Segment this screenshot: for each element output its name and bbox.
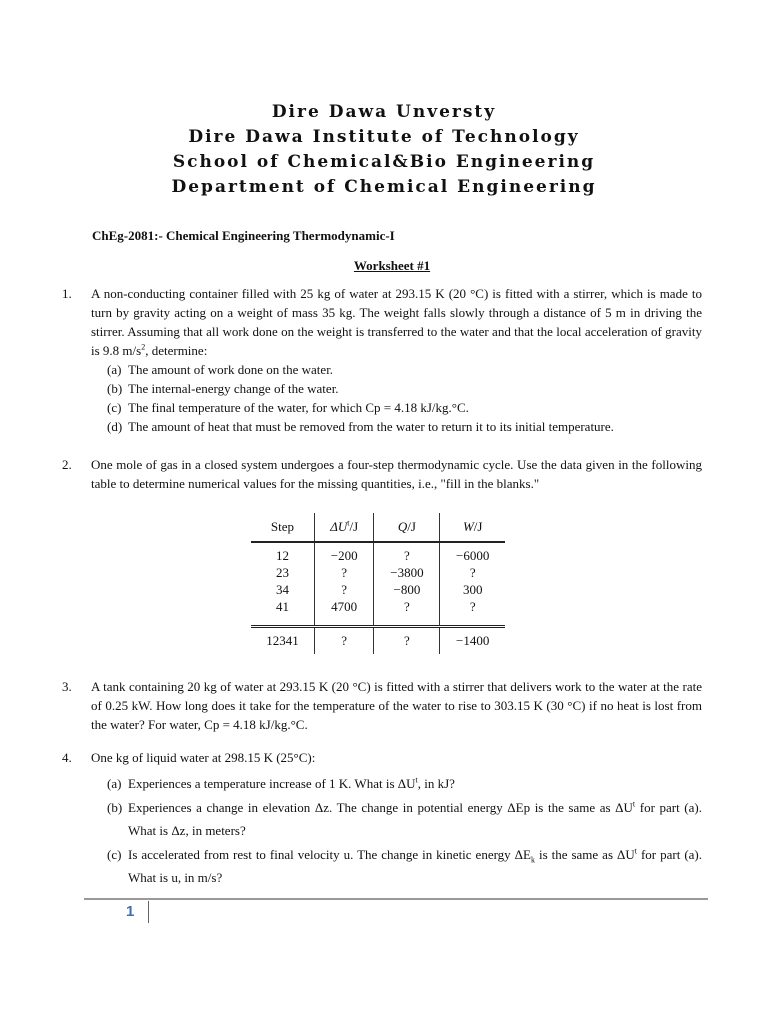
course-title: ChEg-2081:- Chemical Engineering Thermodynamic-I	[92, 228, 395, 243]
sub-label: (c)	[107, 847, 122, 862]
sub-text: The amount of work done on the water.	[128, 362, 334, 377]
sub-question-c: (c) Is accelerated from rest to final velocity u. The change in kinetic energy $\Delta E_k$ is the same as $\Delta U^t$ for part (a). What is u, in m/s?	[62, 843, 702, 889]
sub-question-a	[62, 360, 702, 379]
sub-question-c	[62, 398, 702, 417]
sub-label: (c)	[107, 400, 122, 415]
sub-text: The amount of heat that must be removed from the water to return it to its initial temperature.	[128, 419, 614, 434]
institute-name: Dire Dawa Institute of Technology	[188, 127, 580, 147]
table-total-row: 12341 ? ? −1400	[251, 627, 505, 655]
table-row: 41 4700 ? ?	[251, 598, 505, 627]
column-header-step: Step	[251, 513, 314, 542]
sub-text: The internal-energy change of the water.	[128, 381, 339, 396]
table-row: 23 ? −3800 ?	[251, 564, 505, 581]
column-header-delta-u: $\Delta U^t/J$	[314, 513, 373, 542]
question-text: A tank containing 20 kg of water at 293.15 K (20 °C) is fitted with a stirrer that delivers work to the water at the rate of 0.25 kW. How long does it take for the temperature of the water to rise to 303.15 K (30 °C) if no heat is lost from the water? For water, Cp = 4.18 kJ/kg.°C.	[91, 679, 702, 732]
question-2	[62, 455, 702, 493]
question-number: 4.	[62, 750, 72, 765]
question-text-end: , determine:	[145, 343, 208, 358]
question-number: 2.	[62, 457, 72, 472]
document-header	[0, 100, 768, 200]
column-header-q: Q/J	[374, 513, 440, 542]
page-number: 1	[126, 903, 135, 920]
sub-question-d	[62, 417, 702, 436]
table-row: 34 ? −800 300	[251, 581, 505, 598]
question-text: One kg of liquid water at 298.15 K (25°C):	[91, 750, 316, 765]
question-text: One mole of gas in a closed system undergoes a four-step thermodynamic cycle. Use the data given in the following table to determine numerical values for the missing quantities, i.e., "fill in the blanks."	[91, 457, 702, 491]
column-header-w: W/J	[440, 513, 505, 542]
sub-question-b: (b) Experiences a change in elevation Δz. The change in potential energy ΔEp is the same as $\Delta U^t$ for part (a). What is Δz, in meters?	[62, 796, 702, 842]
question-4	[62, 748, 702, 890]
superscript: 2	[141, 342, 146, 352]
table-row: 12 −200 ? −6000	[251, 542, 505, 564]
question-number: 3.	[62, 679, 72, 694]
worksheet-title: Worksheet #1	[353, 258, 431, 273]
question-1	[62, 284, 702, 436]
sub-label: (a)	[107, 362, 122, 377]
sub-label: (a)	[107, 776, 122, 791]
sub-text: The final temperature of the water, for which Cp = 4.18 kJ/kg.°C.	[128, 400, 469, 415]
question-body	[91, 284, 702, 360]
department-name: Department of Chemical Engineering	[171, 177, 597, 197]
sub-label: (b)	[107, 800, 123, 815]
page-number-separator	[148, 901, 149, 923]
footer-divider	[84, 898, 708, 900]
sub-label: (b)	[107, 381, 123, 396]
university-name: Dire Dawa Unversty	[271, 102, 497, 122]
sub-question-b	[62, 379, 702, 398]
school-name: School of Chemical&Bio Engineering	[172, 152, 596, 172]
question-text: A non-conducting container filled with 25 kg of water at 293.15 K (20 °C) is fitted with a stirrer, which is made to turn by gravity acting on a weight of mass 35 kg. The weight falls slowly through a distance of 5 m in driving the stirrer. Assuming that all work done on the weight is transferred to the water and that the local acceleration of gravity is 9.8 m/s	[91, 286, 702, 358]
question-number: 1.	[62, 286, 72, 301]
cycle-data-table	[251, 513, 505, 655]
table-header-row	[251, 513, 505, 542]
sub-question-a: (a) Experiences a temperature increase of 1 K. What is $\Delta U^t$, in kJ?	[62, 772, 702, 795]
sub-label: (d)	[107, 419, 123, 434]
question-3	[62, 677, 702, 734]
